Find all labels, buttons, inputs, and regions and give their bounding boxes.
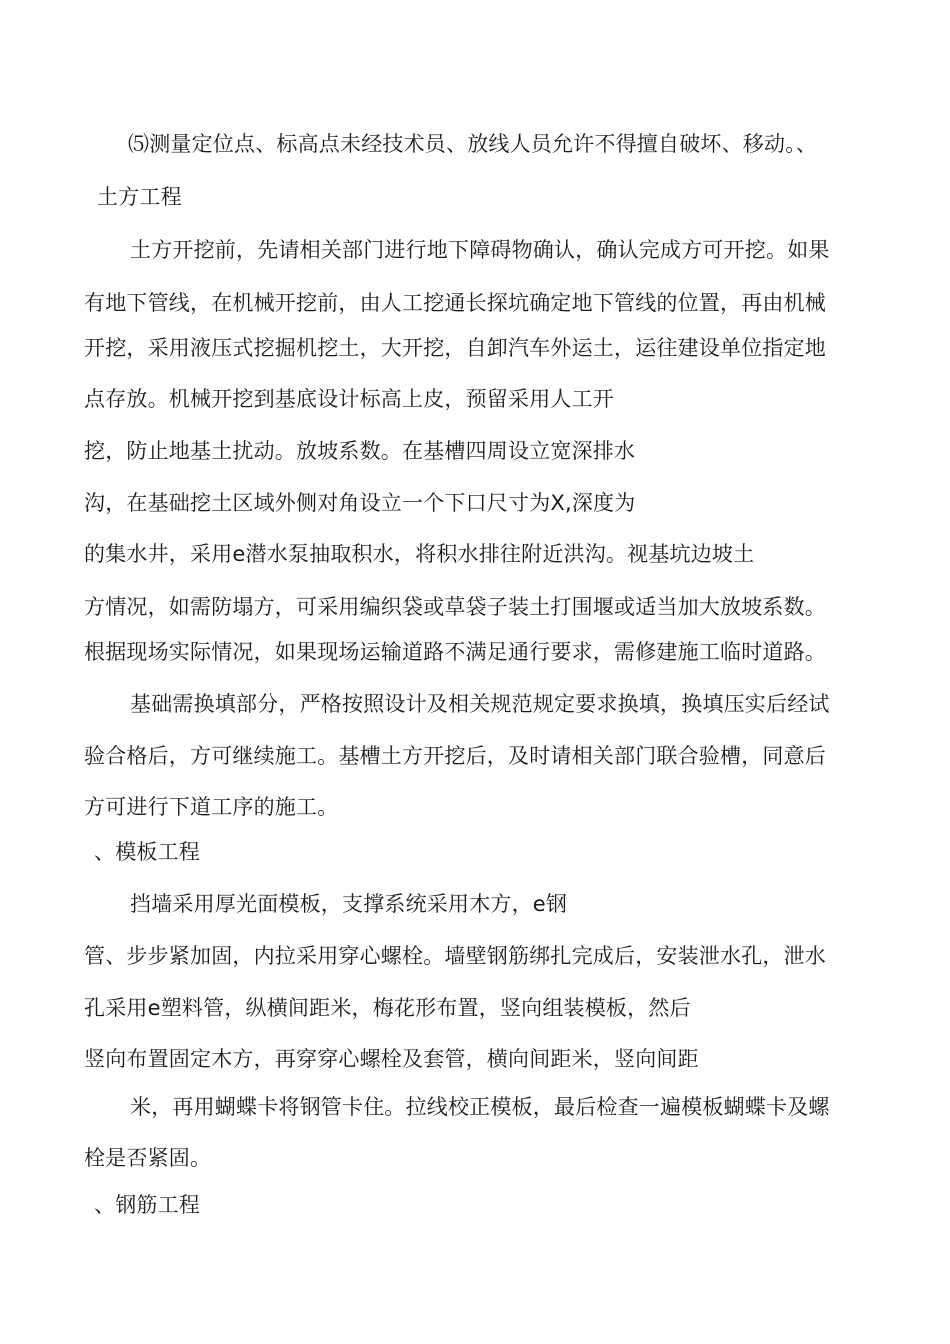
- paragraph-line: 根据现场实际情况，如果现场运输道路不满足通行要求，需修建施工临时道路。: [84, 640, 826, 664]
- paragraph-line: 验合格后，方可继续施工。基槽土方开挖后，及时请相关部门联合验槽，同意后: [84, 744, 826, 768]
- paragraph-line: 挡墙采用厚光面模板，支撑系统采用木方，e钢: [130, 892, 568, 916]
- paragraph-line-item-5: ⑸测量定位点、标高点未经技术员、放线人员允许不得擅自破坏、移动。、: [128, 132, 818, 156]
- paragraph-line: 有地下管线，在机械开挖前，由人工挖通长探坑确定地下管线的位置，再由机械: [84, 291, 826, 315]
- paragraph-line: 土方开挖前，先请相关部门进行地下障碍物确认，确认完成方可开挖。如果: [130, 238, 830, 262]
- paragraph-line: 管、步步紧加固，内拉采用穿心螺栓。墙壁钢筋绑扎完成后，安装泄水孔，泄水: [84, 944, 826, 968]
- paragraph-line: 栓是否紧固。: [84, 1146, 212, 1170]
- paragraph-line: 竖向布置固定木方，再穿穿心螺栓及套管，横向间距米，竖向间距: [84, 1047, 699, 1071]
- section-heading-rebar: 、钢筋工程: [94, 1193, 200, 1217]
- paragraph-line: 挖，防止地基土扰动。放坡系数。在基槽四周设立宽深排水: [84, 439, 636, 463]
- paragraph-line: 沟，在基础挖土区域外侧对角设立一个下口尺寸为X,深度为: [84, 491, 636, 515]
- paragraph-line: 基础需换填部分，严格按照设计及相关规范规定要求换填，换填压实后经试: [130, 692, 830, 716]
- paragraph-line: 孔采用e塑料管，纵横间距米，梅花形布置，竖向组装模板，然后: [84, 996, 691, 1020]
- paragraph-line: 开挖，采用液压式挖掘机挖土，大开挖，自卸汽车外运土，运往建设单位指定地: [84, 336, 826, 360]
- paragraph-line: 方情况，如需防塌方，可采用编织袋或草袋子装土打围堰或适当加大放坡系数。: [84, 595, 826, 619]
- paragraph-line: 点存放。机械开挖到基底设计标高上皮，预留采用人工开: [84, 387, 614, 411]
- section-heading-earthwork: 土方工程: [97, 185, 182, 209]
- paragraph-line: 方可进行下道工序的施工。: [84, 795, 339, 819]
- paragraph-line: 的集水井，采用e潜水泵抽取积水，将积水排往附近洪沟。视基坑边坡土: [84, 542, 755, 566]
- paragraph-line: 米，再用蝴蝶卡将钢管卡住。拉线校正模板，最后检查一遍模板蝴蝶卡及螺: [130, 1095, 830, 1119]
- section-heading-formwork: 、模板工程: [94, 840, 200, 864]
